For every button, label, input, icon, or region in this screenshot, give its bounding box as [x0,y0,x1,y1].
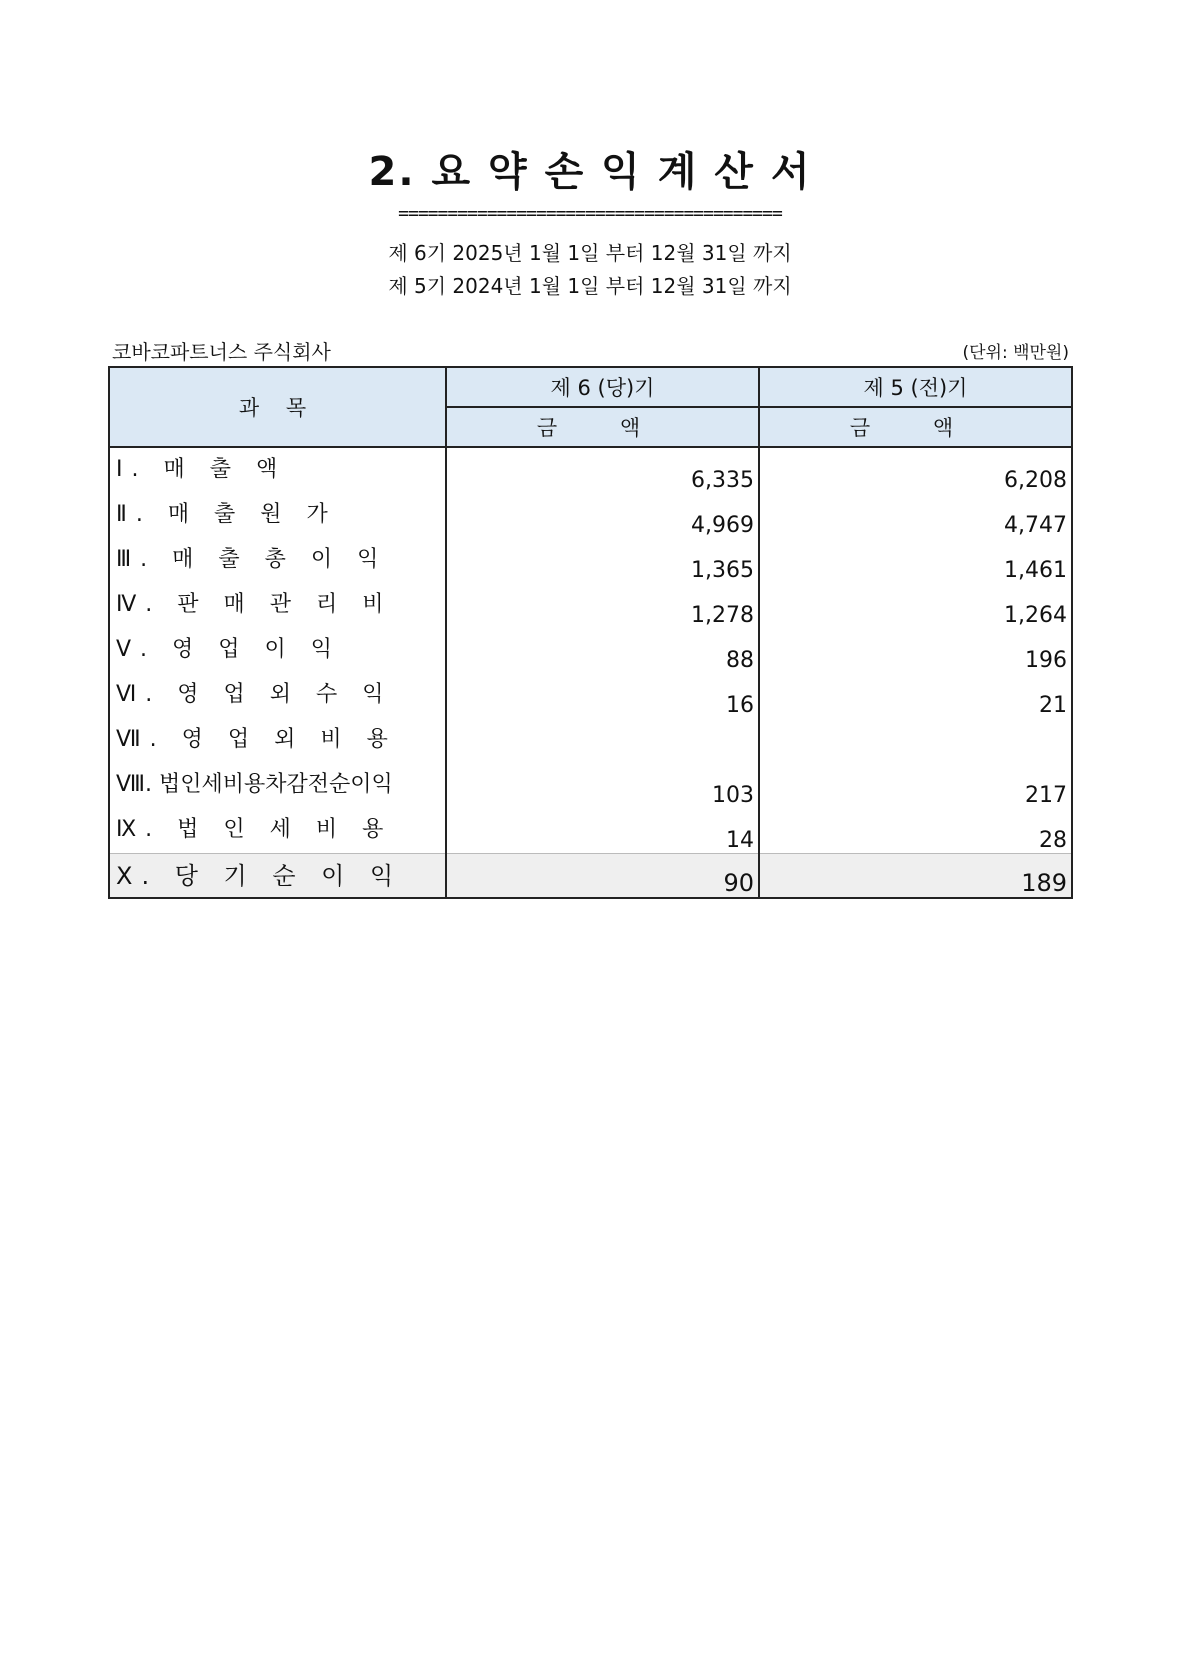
row-current-value: 4,969 [446,493,759,538]
header-item: 과 목 [109,367,446,447]
row-label: Ⅲ. 매 출 총 이 익 [109,538,446,583]
net-income-current: 90 [446,854,759,899]
table-row [109,538,1072,583]
header-amount-current: 금 액 [446,407,759,447]
row-prior-value: 28 [759,808,1072,854]
header-amount-prior: 금 액 [759,407,1072,447]
row-current-value: 1,365 [446,538,759,583]
unit-label: (단위: 백만원) [962,343,1069,363]
row-prior-value: 1,264 [759,583,1072,628]
row-prior-value: 217 [759,763,1072,808]
row-label: Ⅵ. 영 업 외 수 익 [109,673,446,718]
row-current-value: 103 [446,763,759,808]
row-prior-value: 196 [759,628,1072,673]
table-row [109,718,1072,763]
row-prior-value: 6,208 [759,447,1072,493]
row-label: Ⅰ. 매 출 액 [109,447,446,493]
row-prior-value: 1,461 [759,538,1072,583]
net-income-row [109,854,1072,899]
table-row [109,628,1072,673]
row-label: Ⅴ. 영 업 이 익 [109,628,446,673]
row-prior-value [759,718,1072,763]
period-current: 제 6기 2025년 1월 1일 부터 12월 31일 까지 [388,241,792,265]
table-row [109,808,1072,854]
row-current-value: 16 [446,673,759,718]
net-income-prior: 189 [759,854,1072,899]
table-row [109,583,1072,628]
row-current-value [446,718,759,763]
row-label: Ⅸ. 법 인 세 비 용 [109,808,446,854]
row-current-value: 1,278 [446,583,759,628]
row-label: Ⅶ. 영 업 외 비 용 [109,718,446,763]
table-row [109,493,1072,538]
document-title: 2. 요 약 손 익 계 산 서 [368,149,812,195]
row-prior-value: 21 [759,673,1072,718]
net-income-label: Ⅹ. 당 기 순 이 익 [109,854,446,899]
table-row [109,447,1072,493]
company-name: 코바코파트너스 주식회사 [112,340,331,364]
header-prior-period: 제 5 (전)기 [759,367,1072,407]
row-label: Ⅱ. 매 출 원 가 [109,493,446,538]
row-label: Ⅳ. 판 매 관 리 비 [109,583,446,628]
title-underline: ======================================= [398,203,782,224]
row-label: Ⅷ. 법인세비용차감전순이익 [109,763,446,808]
table-row [109,673,1072,718]
table-row [109,763,1072,808]
row-current-value: 14 [446,808,759,854]
row-current-value: 88 [446,628,759,673]
income-statement-table [108,366,1073,899]
row-prior-value: 4,747 [759,493,1072,538]
row-current-value: 6,335 [446,447,759,493]
header-current-period: 제 6 (당)기 [446,367,759,407]
header-row [109,367,1072,407]
period-prior: 제 5기 2024년 1월 1일 부터 12월 31일 까지 [388,274,792,298]
